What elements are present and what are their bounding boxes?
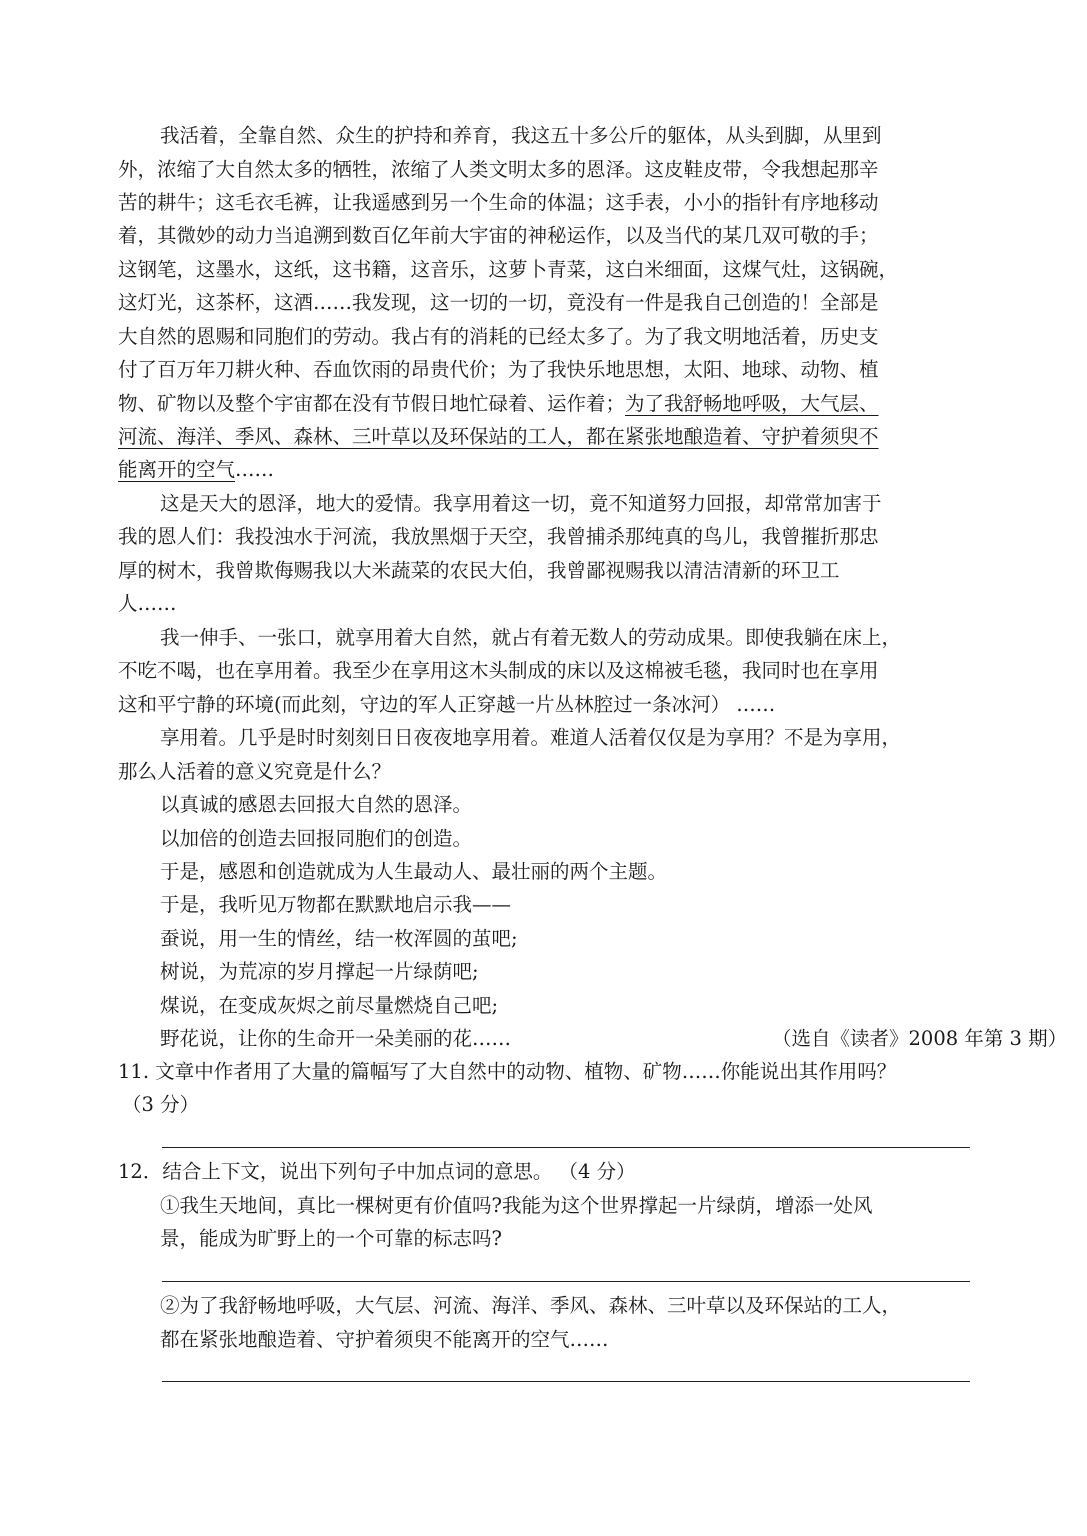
passage-line: 不吃不喝，也在享用着。我至少在享用这木头制成的床以及这棉被毛毯，我同时也在享用 <box>118 659 879 682</box>
underlined-sentence: 能离开的空气 <box>118 458 236 481</box>
passage-line: 付了百万年刀耕火种、吞血饮雨的昂贵代价；为了我快乐地思想，太阳、地球、动物、植 <box>118 358 879 381</box>
question-12-item-2: ②为了我舒畅地呼吸，大气层、河流、海洋、季风、森林、三叶草以及环保站的工人， <box>160 1294 902 1317</box>
question-12: 12．结合上下文，说出下列句子中加点词的意思。 （4 分） <box>118 1160 636 1183</box>
passage-line: 人…… <box>118 592 177 615</box>
passage-text: …… <box>235 458 275 481</box>
passage-line: 苦的耕牛；这毛衣毛裤，让我遥感到另一个生命的体温；这手表，小小的指针有序地移动 <box>118 191 879 214</box>
passage-line: 那么人活着的意义究竟是什么？ <box>118 760 392 783</box>
passage-line: 煤说，在变成灰烬之前尽量燃烧自己吧; <box>160 994 499 1017</box>
passage-line <box>118 389 970 419</box>
passage-line: 我的恩人们：我投浊水于河流，我放黑烟于天空，我曾捕杀那纯真的鸟儿，我曾摧折那忠 <box>118 525 879 548</box>
passage-line: 外，浓缩了大自然太多的牺牲，浓缩了人类文明太多的恩泽。这皮鞋皮带，令我想起那辛 <box>118 158 879 181</box>
passage-line: 于是，我听见万物都在默默地启示我—— <box>160 893 512 916</box>
passage-line: 以加倍的创造去回报同胞们的创造。 <box>160 827 473 850</box>
passage-line: 以真诚的感恩去回报大自然的恩泽。 <box>160 793 473 816</box>
question-12-item-1: 景，能成为旷野上的一个可靠的标志吗? <box>160 1227 502 1250</box>
answer-line[interactable] <box>162 1281 970 1282</box>
question-12-item-1: ①我生天地间，真比一棵树更有价值吗?我能为这个世界撑起一片绿荫，增添一处风 <box>160 1194 873 1217</box>
question-11: 11. 文章中作者用了大量的篇幅写了大自然中的动物、植物、矿物……你能说出其作用吗？ <box>118 1060 897 1083</box>
passage-line: 于是，感恩和创造就成为人生最动人、最壮丽的两个主题。 <box>160 860 668 883</box>
passage-line: 这钢笔，这墨水，这纸，这书籍，这音乐，这萝卜青菜，这白米细面，这煤气灶，这锅碗， <box>118 258 899 281</box>
passage-text: 野花说，让你的生命开一朵美丽的花…… <box>160 1027 512 1050</box>
passage-line <box>118 422 970 452</box>
source-citation: （选自《读者》2008 年第 3 期） <box>772 1027 1068 1050</box>
passage-line: 厚的树木，我曾欺侮赐我以大米蔬菜的农民大伯，我曾鄙视赐我以清洁清新的环卫工 <box>118 559 840 582</box>
passage-line: 我活着，全靠自然、众生的护持和养育，我这五十多公斤的躯体，从头到脚，从里到 <box>160 124 882 147</box>
passage-line: 大自然的恩赐和同胞们的劳动。我占有的消耗的已经太多了。为了我文明地活着，历史支 <box>118 325 879 348</box>
question-12-item-2: 都在紧张地酿造着、守护着须臾不能离开的空气…… <box>160 1328 609 1351</box>
question-11-score: （3 分） <box>122 1093 200 1116</box>
passage-line <box>160 1024 1068 1054</box>
passage-line <box>118 455 970 485</box>
passage-line: 蚕说，用一生的情丝，结一枚浑圆的茧吧; <box>160 927 518 950</box>
underlined-sentence: 为了我舒畅地呼吸，大气层、 <box>625 392 879 415</box>
passage-text: 物、矿物以及整个宇宙都在没有节假日地忙碌着、运作着； <box>118 392 626 415</box>
passage-line: 这是天大的恩泽，地大的爱情。我享用着这一切，竟不知道努力回报，却常常加害于 <box>160 492 882 515</box>
answer-line[interactable] <box>162 1147 970 1148</box>
passage-line: 我一伸手、一张口，就享用着大自然，就占有着无数人的劳动成果。即使我躺在床上， <box>160 626 902 649</box>
passage-line: 着，其微妙的动力当追溯到数百亿年前大宇宙的神秘运作，以及当代的某几双可敬的手； <box>118 224 879 247</box>
answer-line[interactable] <box>162 1381 970 1382</box>
underlined-sentence: 河流、海洋、季风、森林、三叶草以及环保站的工人，都在紧张地酿造着、守护着须臾不 <box>118 425 879 448</box>
passage-line: 这和平宁静的环境(而此刻，守边的军人正穿越一片丛林腔过一条冰河） …… <box>118 693 776 716</box>
passage-line: 树说，为荒凉的岁月撑起一片绿荫吧; <box>160 960 479 983</box>
passage-line: 这灯光，这茶杯，这酒……我发现，这一切的一切，竟没有一件是我自己创造的！全部是 <box>118 291 879 314</box>
passage-line: 享用着。几乎是时时刻刻日日夜夜地享用着。难道人活着仅仅是为享用？不是为享用， <box>160 726 902 749</box>
